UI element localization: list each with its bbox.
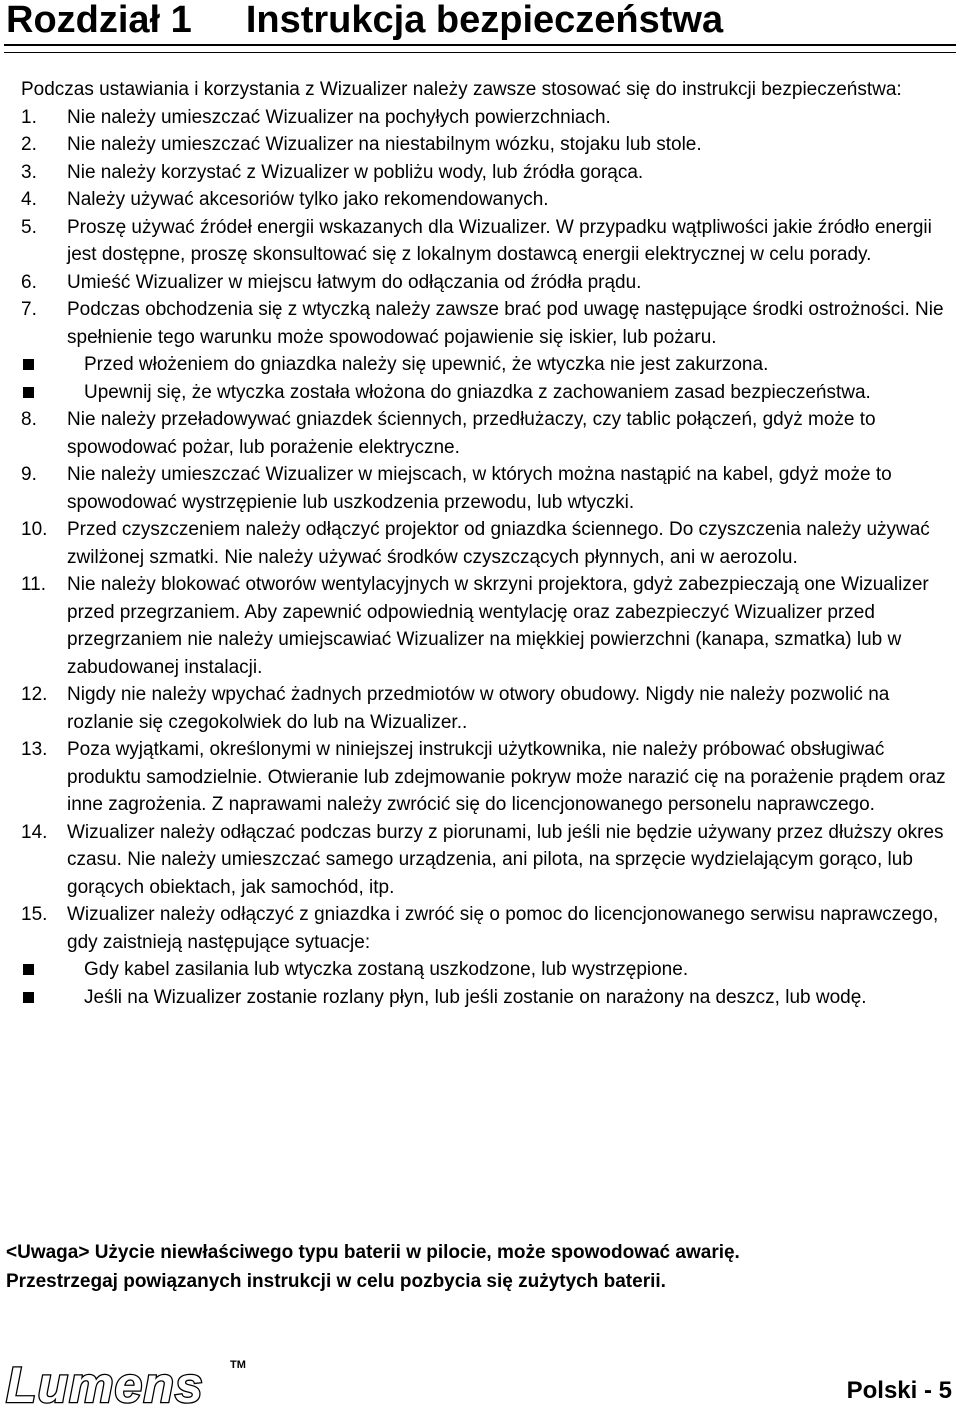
note-line-1: <Uwaga> Użycie niewłaściwego typu baterii w pilocie, może spowodować awarię. (6, 1242, 740, 1263)
safety-content (21, 76, 951, 1011)
rule-text: Wizualizer należy odłączać podczas burzy z piorunami, lub jeśli nie będzie używany przez dłuższy okres czasu. Nie należy umieszczać samego urządzenia, ani pilota, na sprzęcie wydzielającym gorąco, lub gorących obiektach, jak samochód, itp. (67, 821, 944, 898)
rule-number: 14. (21, 821, 48, 843)
sub-bullet-text: Przed włożeniem do gniazdka należy się upewnić, że wtyczka nie jest zakurzona. (84, 354, 769, 375)
lumens-logo (6, 1357, 246, 1413)
sub-bullet-item (21, 984, 951, 1012)
safety-rule-item (21, 269, 951, 297)
rule-text: Podczas obchodzenia się z wtyczką należy zawsze brać pod uwagę następujące środki ostrożności. Nie spełnienie tego warunku może spowodować pojawienie się iskier, lub pożaru. (67, 299, 944, 348)
safety-rules-list (21, 104, 951, 1012)
rule-number: 4. (21, 189, 37, 210)
sub-bullet-item (21, 956, 951, 984)
rule-text: Poza wyjątkami, określonymi w niniejszej instrukcji użytkownika, nie należy próbować obsługiwać produktu samodzielnie. Otwieranie lub zdejmowanie pokryw może narazić cię na porażenie prądem oraz inne zagrożenia. Z naprawami należy zwrócić się do licencjonowanego personelu naprawczego. (67, 739, 946, 815)
safety-rule-item (21, 736, 951, 819)
heading-rule (4, 44, 956, 53)
safety-rule-item (21, 516, 951, 571)
page-number: Polski - 5 (846, 1377, 952, 1404)
rule-text: Nie należy umieszczać Wizualizer na pochyłych powierzchniach. (67, 106, 611, 128)
sub-bullet-text: Gdy kabel zasilania lub wtyczka zostaną uszkodzone, lub wystrzępione. (84, 959, 689, 980)
rule-text: Nie należy blokować otworów wentylacyjnych w skrzyni projektora, gdyż zabezpieczają one Wizualizer przed przegrzaniem. Aby zapewnić odpowiednią wentylację oraz zabezpieczyć Wizualizer przed przegrzaniem nie należy umiejscawiać Wizualizer na miękkiej powierzchni (kanapa, szmatka) lub w zabudowanej instalacji. (67, 574, 929, 678)
rule-text: Nigdy nie należy wpychać żadnych przedmiotów w otwory obudowy. Nigdy nie należy pozwolić na rozlanie się czegokolwiek do lub na Wizualizer.. (67, 684, 890, 733)
safety-rule-item (21, 186, 951, 214)
safety-rule-item (21, 214, 951, 269)
sub-bullet-text: Jeśli na Wizualizer zostanie rozlany płyn, lub jeśli zostanie on narażony na deszcz, lub wodę. (84, 986, 867, 1008)
sub-bullet-text: Upewnij się, że wtyczka została włożona do gniazdka z zachowaniem zasad bezpieczeństwa. (84, 381, 871, 403)
rule-text: Nie należy przeładowywać gniazdek ściennych, przedłużaczy, czy tablic połączeń, gdyż może to spowodować pożar, lub porażenie elektryczne. (67, 409, 876, 458)
note-line-2: Przestrzegaj powiązanych instrukcji w celu pozbycia się zużytych baterii. (6, 1271, 666, 1292)
chapter-heading (6, 0, 723, 42)
rule-number: 2. (21, 134, 37, 155)
rule-number: 15. (21, 904, 48, 925)
battery-note (6, 1238, 946, 1296)
sub-bullet-item (21, 351, 951, 379)
square-bullet-icon (23, 387, 34, 398)
safety-rule-item (21, 296, 951, 406)
safety-rule-item (21, 571, 951, 681)
square-bullet-icon (23, 992, 34, 1003)
logo-text: Lumens (6, 1357, 204, 1413)
rule-number: 5. (21, 216, 37, 238)
rule-number: 3. (21, 161, 37, 183)
square-bullet-icon (23, 359, 34, 370)
rule-text: Umieść Wizualizer w miejscu łatwym do odłączania od źródła prądu. (67, 271, 642, 293)
safety-rule-item (21, 681, 951, 736)
rule-number: 10. (21, 519, 48, 540)
safety-rule-item (21, 406, 951, 461)
rule-number: 9. (21, 464, 37, 485)
safety-rule-item (21, 819, 951, 902)
rule-text: Należy używać akcesoriów tylko jako rekomendowanych. (67, 189, 549, 210)
safety-rule-item (21, 159, 951, 187)
rule-number: 13. (21, 739, 48, 760)
safety-rule-item (21, 131, 951, 159)
intro-text: Podczas ustawiania i korzystania z Wizualizer należy zawsze stosować się do instrukcji bezpieczeństwa: (21, 79, 902, 100)
safety-rule-item (21, 461, 951, 516)
rule-text: Wizualizer należy odłączyć z gniazdka i zwróć się o pomoc do licencjonowanego serwisu naprawczego, gdy zaistnieją następujące sytuacje: (67, 904, 939, 953)
rule-number: 7. (21, 299, 37, 320)
rule-text: Nie należy umieszczać Wizualizer w miejscach, w których można nastąpić na kabel, gdyż może to spowodować wystrzępienie lub uszkodzenia przewodu, lub wtyczki. (67, 464, 892, 513)
rule-text: Proszę używać źródeł energii wskazanych dla Wizualizer. W przypadku wątpliwości jakie źródło energii jest dostępne, proszę skonsultować się z lokalnym dostawcą energii elektrycznej w celu porady. (67, 216, 932, 265)
safety-rule-item (21, 104, 951, 132)
trademark-mark: TM (230, 1359, 246, 1371)
sub-bullet-item (21, 379, 951, 407)
rule-number: 6. (21, 271, 37, 293)
rule-text: Przed czyszczeniem należy odłączyć projektor od gniazdka ściennego. Do czyszczenia należy używać zwilżonej szmatki. Nie należy używać środków czyszczących płynnych, ani w aerozolu. (67, 519, 930, 568)
sub-bullet-list (67, 351, 951, 406)
rule-number: 11. (21, 574, 47, 595)
chapter-number: Rozdział 1 (6, 0, 192, 41)
rule-number: 12. (21, 684, 48, 705)
rule-text: Nie należy umieszczać Wizualizer na niestabilnym wózku, stojaku lub stole. (67, 134, 702, 155)
rule-number: 1. (21, 106, 37, 128)
square-bullet-icon (23, 964, 34, 975)
chapter-title: Instrukcja bezpieczeństwa (245, 0, 724, 41)
rule-number: 8. (21, 409, 37, 430)
sub-bullet-list (67, 956, 951, 1011)
safety-rule-item (21, 901, 951, 1011)
rule-text: Nie należy korzystać z Wizualizer w pobliżu wody, lub źródła gorąca. (67, 161, 644, 183)
